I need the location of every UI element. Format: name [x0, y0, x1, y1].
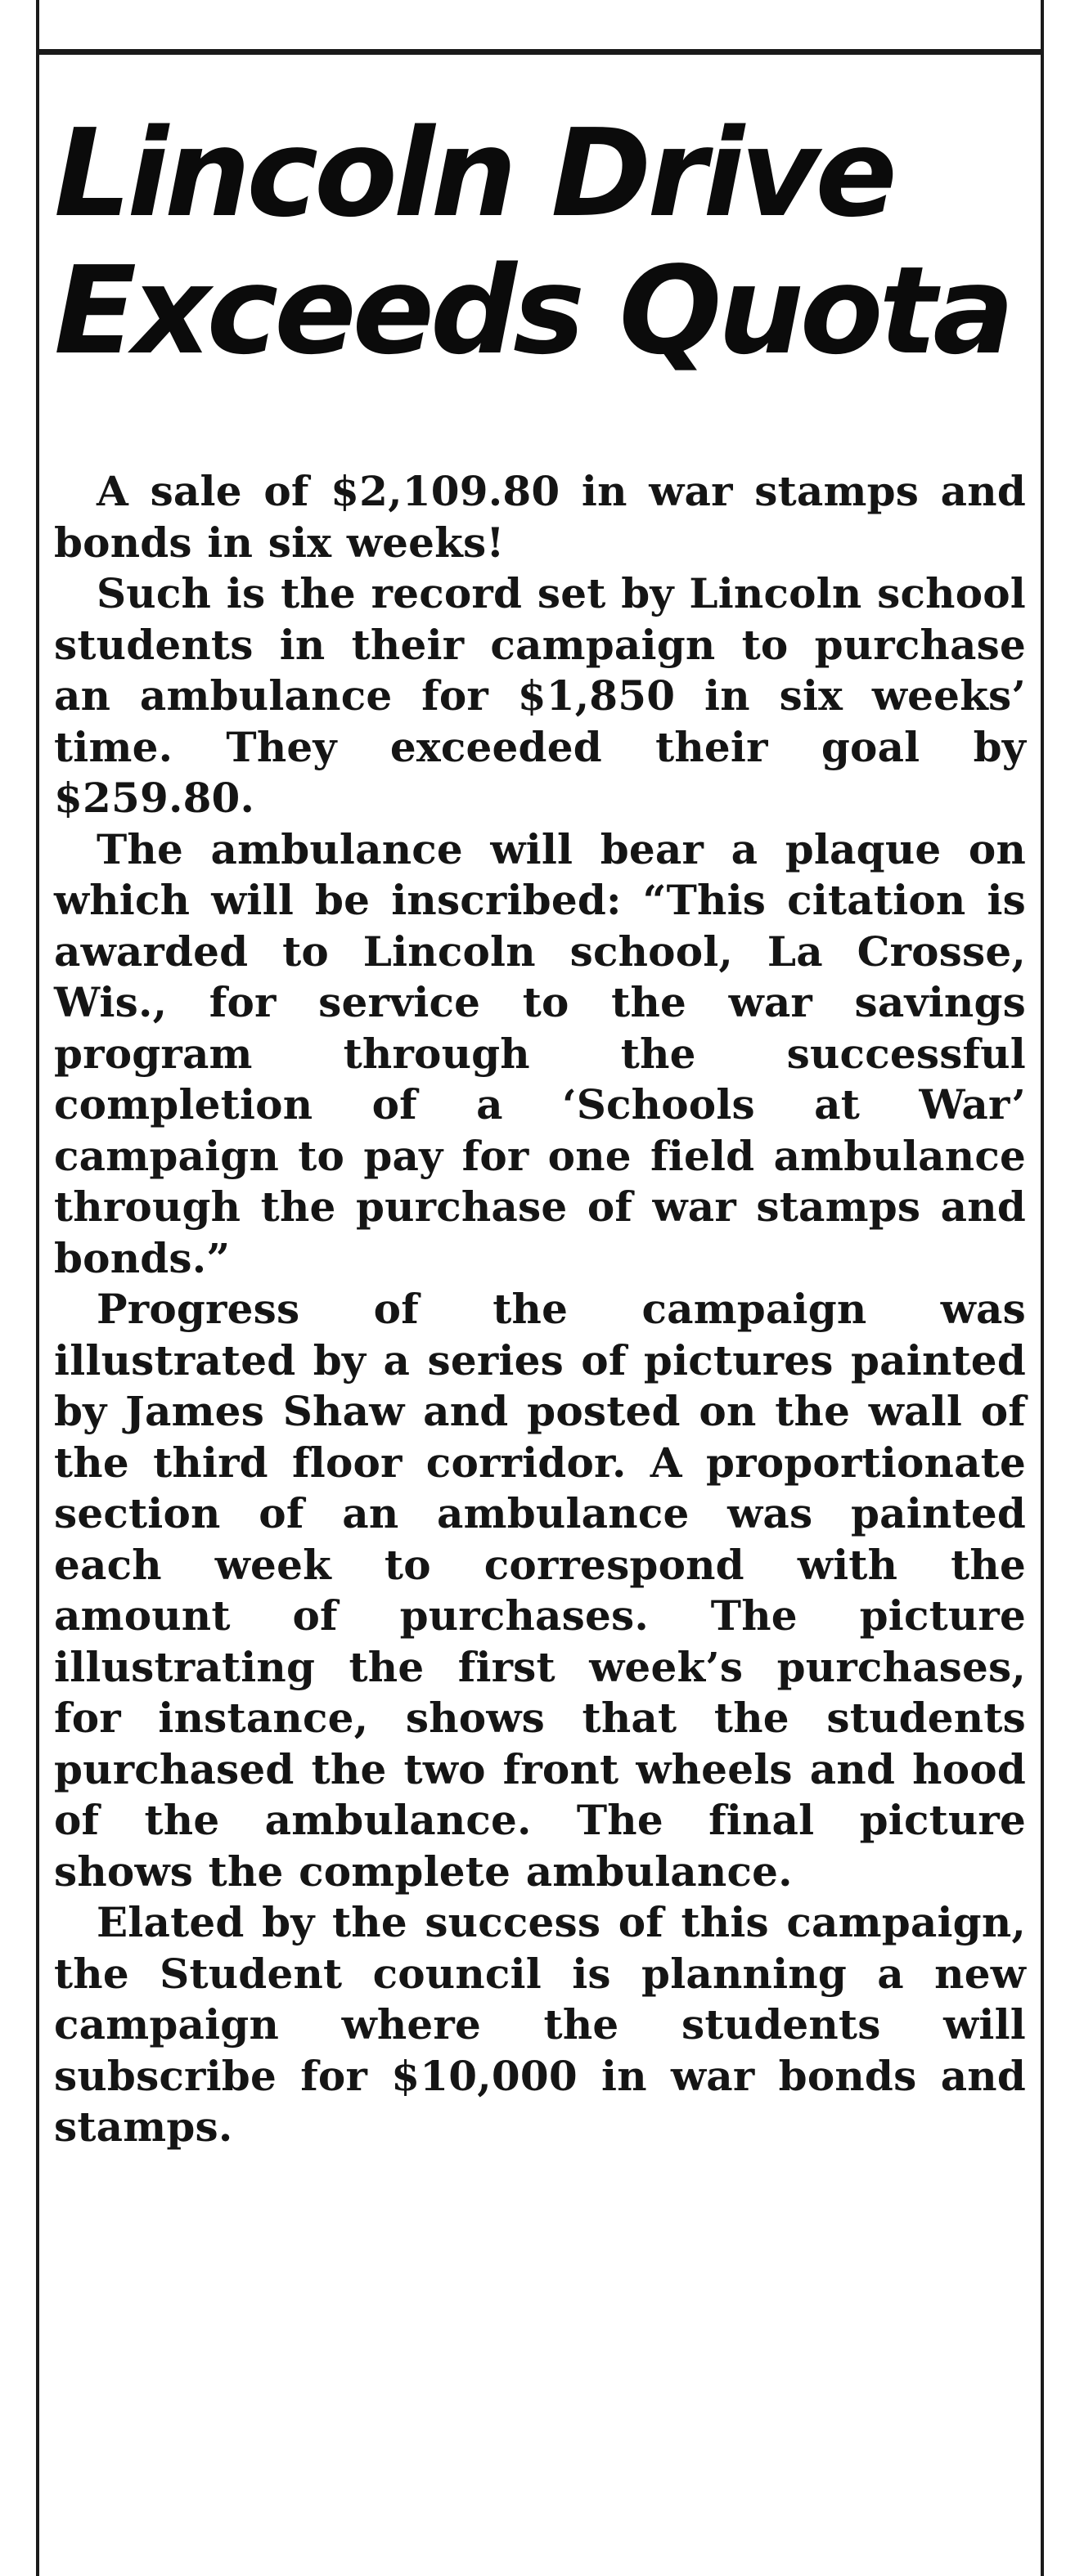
headline-line-1: Lincoln Drive	[54, 103, 893, 244]
paragraph-lead: A sale of $2,109.80 in war stamps and bonds in six weeks!	[54, 467, 1026, 567]
paragraph-new-campaign: Elated by the success of this campaign, the Student council is planning a new campaign where the students will subscribe for $10,000 in war bonds and stamps.	[54, 1898, 1026, 2151]
headline-line-2: Exceeds Quota	[54, 240, 1011, 381]
headline	[54, 105, 1028, 379]
top-rule	[36, 49, 1044, 55]
column-rule-right	[1041, 0, 1044, 2576]
paragraph-record: Such is the record set by Lincoln school students in their campaign to purchase an ambulance for $1,850 in six weeks’ time. They exceeded their goal by $259.80.	[54, 569, 1026, 822]
newspaper-clipping	[36, 0, 1044, 2576]
article-body	[54, 466, 1026, 2153]
paragraph-plaque: The ambulance will bear a plaque on which will be inscribed: “This citation is awarded to Lincoln school, La Crosse, Wis., for service to the war savings program through the successful completion of a ‘Schools at War’ campaign to pay for one field ambulance through the purchase of war stamps and bonds.”	[54, 824, 1026, 1282]
paragraph-progress: Progress of the campaign was illustrated by a series of pictures painted by James Shaw and posted on the wall of the third floor corridor. A proportionate section of an ambulance was painted each week to correspond with the amount of purchases. The picture illustrating the first week’s purchases, for instance, shows that the students purchased the two front wheels and hood of the ambulance. The final picture shows the complete ambulance.	[54, 1285, 1026, 1896]
column-rule-left	[36, 0, 39, 2576]
